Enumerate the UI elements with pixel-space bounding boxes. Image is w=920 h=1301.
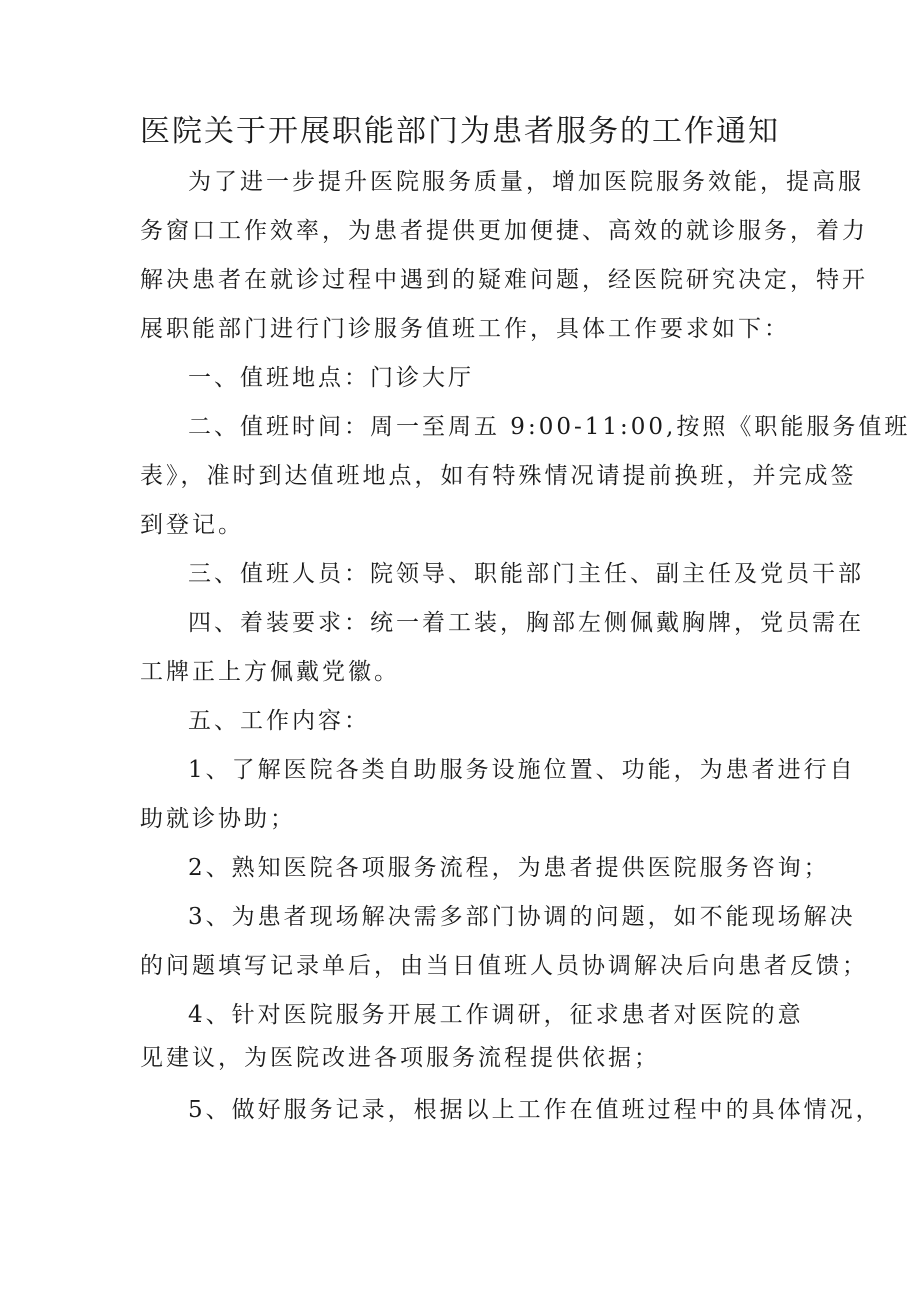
item-4-line-2: 见建议，为医院改进各项服务流程提供依据； (140, 1045, 660, 1071)
item-4-line-1: 4、针对医院服务开展工作调研，征求患者对医院的意 (188, 1002, 804, 1028)
item-1-line-1: 1、了解医院各类自助服务设施位置、功能，为患者进行自 (188, 757, 856, 783)
document-title: 医院关于开展职能部门为患者服务的工作通知 (140, 114, 780, 149)
item-3-line-2: 的问题填写记录单后，由当日值班人员协调解决后向患者反馈； (140, 953, 868, 979)
duty-time-line-1: 二、值班时间：周一至周五 9:00-11:00,按照《职能服务值班 (188, 414, 911, 440)
dress-line-2: 工牌正上方佩戴党徽。 (140, 659, 400, 685)
item-2: 2、熟知医院各项服务流程，为患者提供医院服务咨询； (188, 855, 830, 881)
content-heading: 五、工作内容： (188, 708, 370, 734)
duty-time-line-3: 到登记。 (140, 512, 244, 538)
item-5: 5、做好服务记录，根据以上工作在值班过程中的具体情况， (188, 1097, 882, 1123)
item-1-line-2: 助就诊协助； (140, 806, 296, 832)
intro-line-2: 务窗口工作效率，为患者提供更加便捷、高效的就诊服务，着力 (140, 218, 868, 244)
item-3-line-1: 3、为患者现场解决需多部门协调的问题，如不能现场解决 (188, 904, 856, 930)
duty-location: 一、值班地点：门诊大厅 (188, 365, 474, 391)
intro-line-4: 展职能部门进行门诊服务值班工作，具体工作要求如下： (140, 316, 790, 342)
dress-line-1: 四、着装要求：统一着工装，胸部左侧佩戴胸牌，党员需在 (188, 610, 864, 636)
duty-staff: 三、值班人员：院领导、职能部门主任、副主任及党员干部 (188, 561, 864, 587)
intro-line-3: 解决患者在就诊过程中遇到的疑难问题，经医院研究决定，特开 (140, 267, 868, 293)
intro-line-1: 为了进一步提升医院服务质量，增加医院服务效能，提高服 (188, 169, 864, 195)
duty-time-line-2: 表》，准时到达值班地点，如有特殊情况请提前换班，并完成签 (140, 463, 857, 489)
